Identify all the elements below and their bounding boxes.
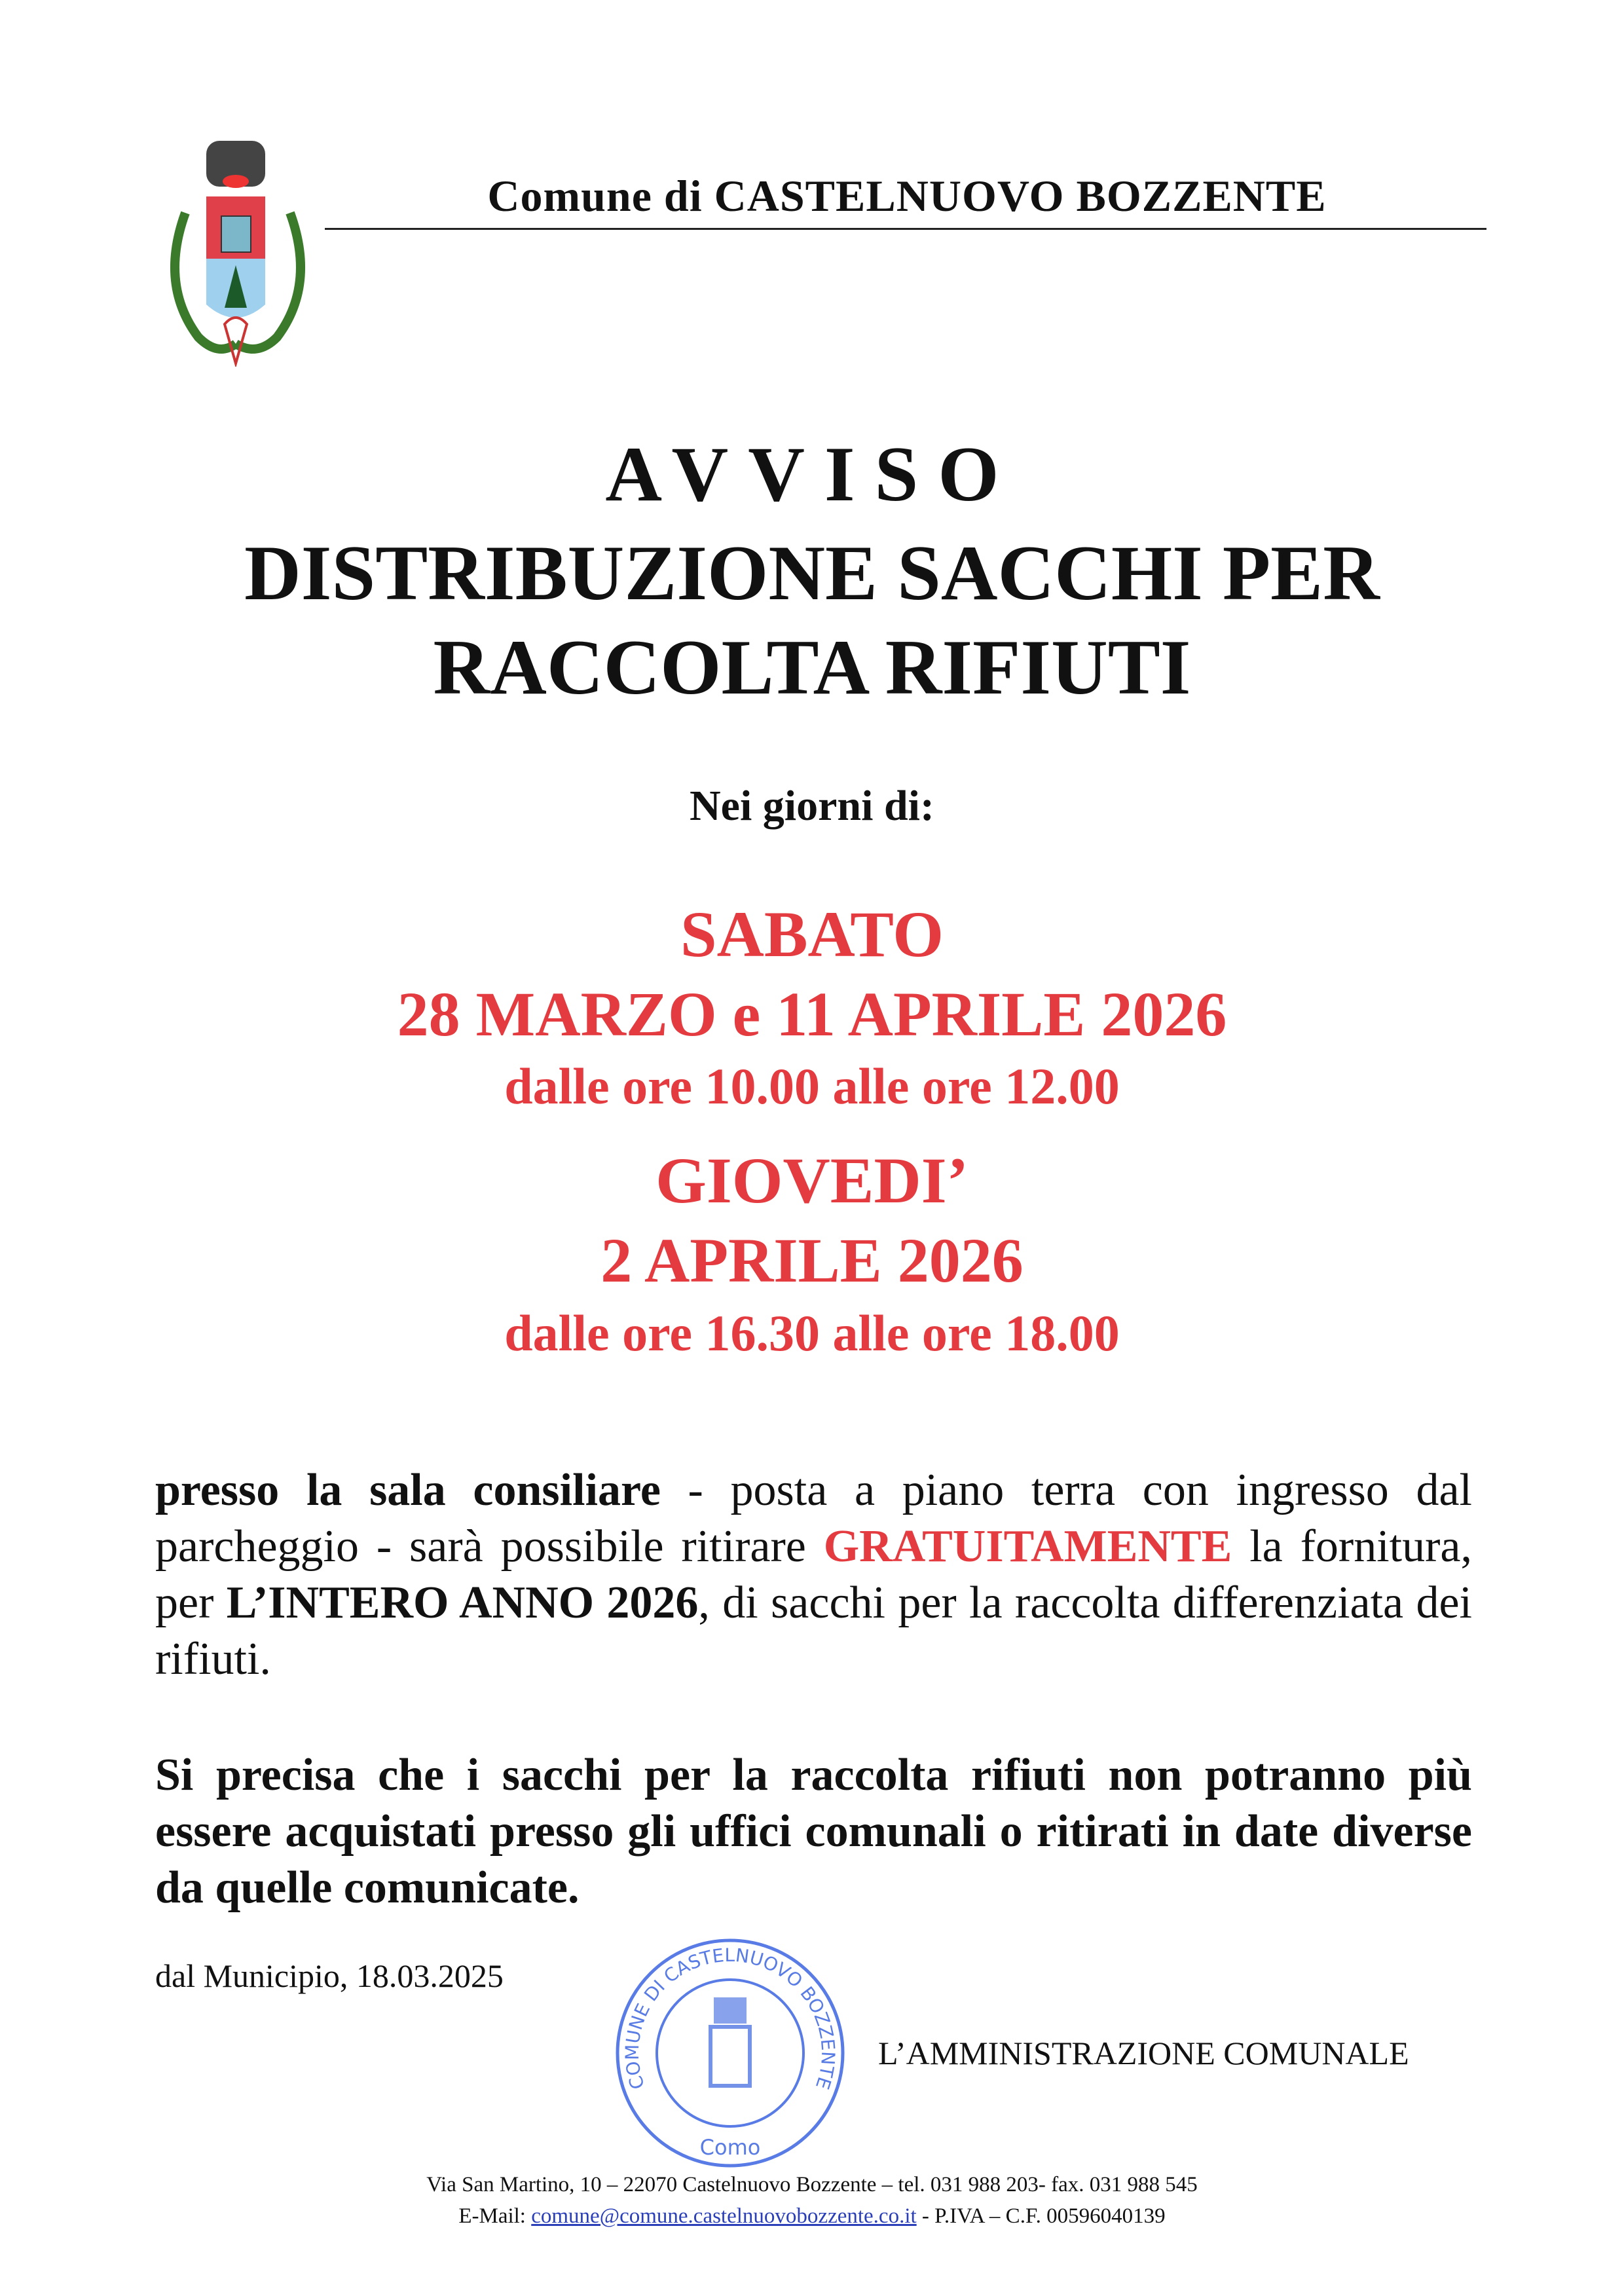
footer-contacts: [0, 2204, 1624, 2228]
paragraph-text: la fornitura, per: [155, 1521, 1473, 1628]
stamp-text: COMUNE DI CASTELNUOVO BOZZENTE: [621, 1944, 840, 2092]
notice-subtitle-line1: DISTRIBUZIONE SACCHI PER: [244, 529, 1380, 616]
paragraph-text: - posta a piano terra con ingresso dal parcheggio - sarà possibile ritirare: [155, 1465, 1472, 1572]
year-highlight: L’INTERO ANNO 2026: [226, 1578, 699, 1628]
stamp-bottom-text: Como: [699, 2135, 761, 2160]
signatory: L’AMMINISTRAZIONE COMUNALE: [878, 2035, 1409, 2071]
footer-address: Via San Martino, 10 – 22070 Castelnuovo Bozzente – tel. 031 988 203- fax. 031 988 545: [426, 2173, 1198, 2196]
header-divider: [325, 228, 1486, 230]
municipality-header: Comune di CASTELNUOVO BOZZENTE: [487, 171, 1327, 221]
location-paragraph: [155, 1462, 1472, 1688]
clarification-paragraph: Si precisa che i sacchi per la raccolta rifiuti non potranno più essere acquistati presso gli uffici comunali o ritirati in date diverse da quelle comunicate.: [155, 1750, 1472, 1913]
tax-code: - P.IVA – C.F. 00596040139: [916, 2204, 1166, 2228]
municipal-stamp: [609, 1932, 851, 2174]
email-label: E-Mail:: [458, 2204, 532, 2228]
schedule-hours: dalle ore 10.00 alle ore 12.00: [504, 1058, 1120, 1115]
notice-subtitle-line2: RACCOLTA RIFIUTI: [433, 623, 1191, 711]
free-highlight: GRATUITAMENTE: [823, 1521, 1232, 1572]
schedule-day: GIOVEDI’: [655, 1144, 969, 1217]
schedule-hours: dalle ore 16.30 alle ore 18.00: [504, 1305, 1120, 1361]
notice-title: AVVISO: [605, 430, 1019, 517]
days-intro: Nei giorni di:: [690, 782, 934, 830]
paragraph-text: , di sacchi per la raccolta differenziata dei rifiuti.: [155, 1578, 1472, 1684]
schedule-dates: 2 APRILE 2026: [600, 1225, 1024, 1295]
issue-date: dal Municipio, 18.03.2025: [155, 1957, 504, 1994]
location-name: presso la sala consiliare: [155, 1465, 661, 1515]
schedule-day: SABATO: [680, 898, 944, 971]
coat-of-arms-logo: [159, 141, 316, 367]
email-link[interactable]: comune@comune.castelnuovobozzente.co.it: [531, 2204, 917, 2228]
schedule-dates: 28 MARZO e 11 APRILE 2026: [397, 979, 1227, 1049]
